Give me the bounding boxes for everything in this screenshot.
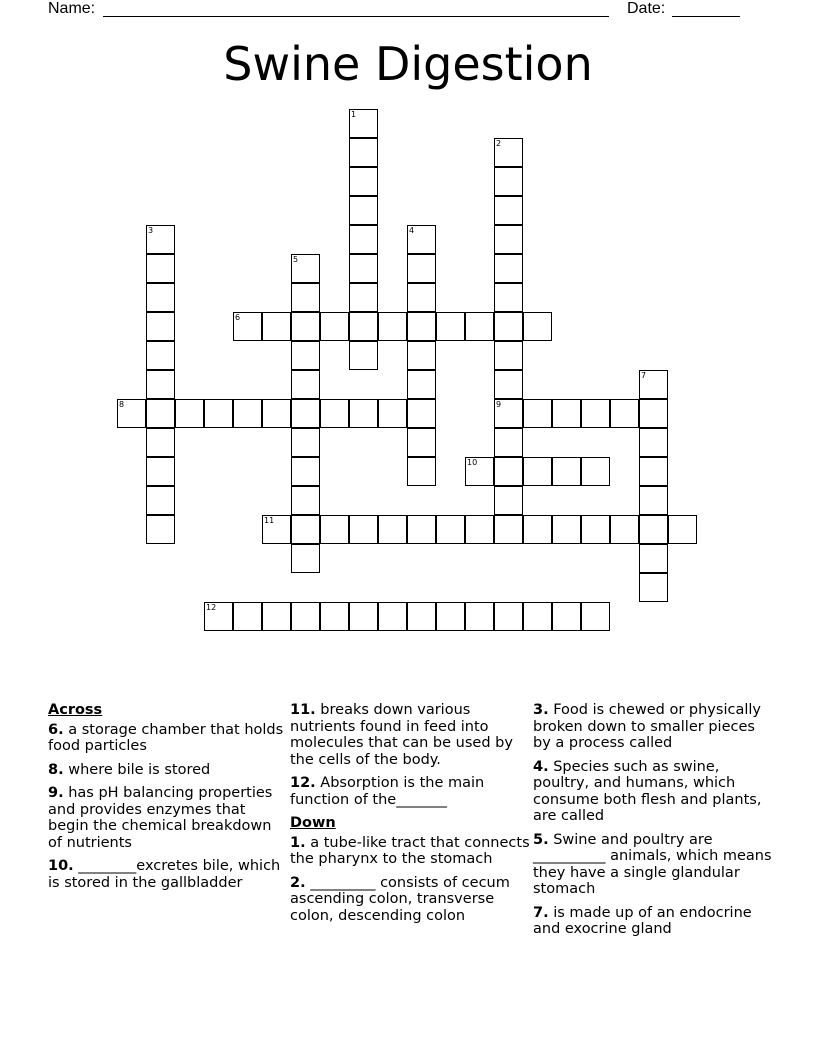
crossword-cell[interactable] (494, 167, 523, 196)
crossword-cell[interactable] (552, 399, 581, 428)
crossword-cell[interactable] (407, 283, 436, 312)
crossword-cell[interactable] (610, 399, 639, 428)
clue-across-9: 9. has pH balancing properties and provides enzymes that begin the chemical breakdown of nutrients (48, 785, 273, 851)
crossword-cell[interactable] (639, 370, 668, 399)
cell-number: 4 (409, 226, 415, 235)
crossword-cell[interactable] (494, 196, 523, 225)
crossword-cell[interactable] (639, 428, 668, 457)
crossword-cell[interactable] (494, 457, 523, 486)
crossword-cell[interactable] (349, 312, 378, 341)
crossword-cell[interactable] (494, 283, 523, 312)
crossword-cell[interactable] (494, 602, 523, 631)
crossword-cell[interactable] (581, 515, 610, 544)
clue-across-10: 10. ________excretes bile, which is stored in the gallbladder (48, 858, 281, 891)
crossword-cell[interactable] (465, 602, 494, 631)
crossword-cell[interactable] (291, 312, 320, 341)
cell-number: 2 (496, 139, 502, 148)
crossword-cell[interactable] (552, 602, 581, 631)
clue-down-5: 5. Swine and poultry are __________ animals, which means they have a single glandular stomach (533, 831, 772, 897)
clue-across-6: 6. a storage chamber that holds food particles (48, 721, 284, 754)
crossword-cell[interactable] (262, 399, 291, 428)
crossword-cell[interactable] (320, 602, 349, 631)
crossword-cell[interactable] (291, 602, 320, 631)
clue-down-7: 7. is made up of an endocrine and exocrine gland (533, 904, 752, 937)
crossword-cell[interactable] (581, 457, 610, 486)
cell-number: 8 (119, 400, 125, 409)
crossword-cell[interactable] (349, 515, 378, 544)
crossword-cell[interactable] (494, 370, 523, 399)
clue-down-2: 2. _________ consists of cecum ascending colon, transverse colon, descending colon (290, 874, 510, 924)
crossword-cell[interactable] (407, 457, 436, 486)
crossword-cell[interactable] (407, 341, 436, 370)
crossword-cell[interactable] (494, 225, 523, 254)
crossword-cell[interactable] (378, 399, 407, 428)
name-label: Name: (48, 0, 96, 17)
crossword-cell[interactable] (291, 515, 320, 544)
crossword-cell[interactable] (436, 515, 465, 544)
crossword-cell[interactable] (436, 602, 465, 631)
crossword-cell[interactable] (204, 602, 233, 631)
crossword-cell[interactable] (291, 457, 320, 486)
cell-number: 10 (467, 458, 478, 467)
crossword-cell[interactable] (291, 370, 320, 399)
crossword-cell[interactable] (552, 515, 581, 544)
page-title: Swine Digestion (223, 37, 593, 91)
crossword-cell[interactable] (349, 109, 378, 138)
crossword-cell[interactable] (146, 341, 175, 370)
crossword-cell[interactable] (349, 225, 378, 254)
crossword-cell[interactable] (610, 515, 639, 544)
clue-across-8: 8. where bile is stored (48, 761, 211, 778)
clue-down-3: 3. Food is chewed or physically broken down to smaller pieces by a process called (533, 702, 761, 751)
crossword-cell[interactable] (639, 515, 668, 544)
cell-number: 5 (293, 255, 299, 264)
crossword-cell[interactable] (349, 602, 378, 631)
crossword-cell[interactable] (523, 515, 552, 544)
crossword-cell[interactable] (407, 312, 436, 341)
crossword-cell[interactable] (291, 428, 320, 457)
crossword-cell[interactable] (581, 602, 610, 631)
clue-down-1: 1. a tube-like tract that connects the pharynx to the stomach (290, 834, 530, 867)
clues-column-3 (533, 702, 773, 945)
crossword-cell[interactable] (494, 486, 523, 515)
crossword-cell[interactable] (291, 341, 320, 370)
crossword-cell[interactable] (407, 428, 436, 457)
crossword-cell[interactable] (349, 283, 378, 312)
crossword-cell[interactable] (262, 515, 291, 544)
crossword-cell[interactable] (552, 457, 581, 486)
crossword-cell[interactable] (465, 515, 494, 544)
crossword-cell[interactable] (117, 399, 146, 428)
cell-number: 1 (351, 110, 357, 119)
crossword-cell[interactable] (465, 457, 494, 486)
cell-number: 11 (264, 516, 275, 525)
crossword-cell[interactable] (639, 544, 668, 573)
crossword-cell[interactable] (349, 196, 378, 225)
crossword-cell[interactable] (407, 225, 436, 254)
cell-number: 9 (496, 400, 502, 409)
crossword-cell[interactable] (146, 515, 175, 544)
crossword-cell[interactable] (146, 457, 175, 486)
crossword-cell[interactable] (349, 254, 378, 283)
crossword-cell[interactable] (494, 254, 523, 283)
clues-column-2 (290, 702, 530, 931)
crossword-cell[interactable] (320, 399, 349, 428)
crossword-cell[interactable] (639, 573, 668, 602)
crossword-cell[interactable] (378, 602, 407, 631)
crossword-cell[interactable] (233, 312, 262, 341)
crossword-cell[interactable] (349, 138, 378, 167)
crossword-cell[interactable] (291, 544, 320, 573)
crossword-cell[interactable] (378, 312, 407, 341)
crossword-cell[interactable] (668, 515, 697, 544)
crossword-cell[interactable] (523, 312, 552, 341)
clues-column-1 (48, 702, 284, 898)
crossword-cell[interactable] (494, 515, 523, 544)
crossword-cell[interactable] (320, 515, 349, 544)
crossword-cell[interactable] (523, 602, 552, 631)
cell-number: 6 (235, 313, 241, 322)
crossword-cell[interactable] (523, 399, 552, 428)
crossword-cell[interactable] (639, 399, 668, 428)
crossword-cell[interactable] (494, 428, 523, 457)
crossword-cell[interactable] (146, 486, 175, 515)
crossword-cell[interactable] (494, 138, 523, 167)
crossword-cell[interactable] (175, 399, 204, 428)
crossword-cell[interactable] (349, 399, 378, 428)
crossword-cell[interactable] (349, 341, 378, 370)
crossword-cell[interactable] (262, 312, 291, 341)
clue-down-4: 4. Species such as swine, poultry, and humans, which consume both flesh and plants, are called (533, 758, 762, 824)
across-heading: Across (48, 702, 103, 718)
crossword-cell[interactable] (262, 602, 291, 631)
crossword-cell[interactable] (349, 167, 378, 196)
crossword-cell[interactable] (291, 399, 320, 428)
crossword-cell[interactable] (523, 457, 552, 486)
crossword-cell[interactable] (291, 486, 320, 515)
crossword-cell[interactable] (291, 254, 320, 283)
crossword-cell[interactable] (291, 283, 320, 312)
crossword-cell[interactable] (494, 399, 523, 428)
crossword-cell[interactable] (407, 602, 436, 631)
crossword-cell[interactable] (494, 341, 523, 370)
crossword-cell[interactable] (581, 399, 610, 428)
cell-number: 12 (206, 603, 217, 612)
crossword-cell[interactable] (407, 399, 436, 428)
crossword-cell[interactable] (320, 312, 349, 341)
crossword-cell[interactable] (204, 399, 233, 428)
cell-number: 7 (641, 371, 647, 380)
crossword-cell[interactable] (146, 399, 175, 428)
crossword-cell[interactable] (494, 312, 523, 341)
crossword-cell[interactable] (378, 515, 407, 544)
crossword-cell[interactable] (436, 312, 465, 341)
crossword-cell[interactable] (146, 428, 175, 457)
clue-across-12: 12. Absorption is the main function of the_______ (290, 775, 485, 808)
crossword-cell[interactable] (407, 254, 436, 283)
crossword-cell[interactable] (407, 515, 436, 544)
crossword-cell[interactable] (465, 312, 494, 341)
crossword-cell[interactable] (146, 312, 175, 341)
crossword-cell[interactable] (233, 602, 262, 631)
down-heading: Down (290, 815, 336, 831)
crossword-cell[interactable] (233, 399, 262, 428)
crossword-cell[interactable] (146, 283, 175, 312)
date-label: Date: (627, 0, 666, 17)
crossword-cell[interactable] (407, 370, 436, 399)
crossword-cell[interactable] (146, 225, 175, 254)
clue-across-11: 11. breaks down various nutrients found in feed into molecules that can be used by the cells of the body. (290, 702, 513, 768)
crossword-cell[interactable] (146, 254, 175, 283)
crossword-cell[interactable] (146, 370, 175, 399)
crossword-cell[interactable] (639, 457, 668, 486)
cell-number: 3 (148, 226, 154, 235)
crossword-cell[interactable] (639, 486, 668, 515)
